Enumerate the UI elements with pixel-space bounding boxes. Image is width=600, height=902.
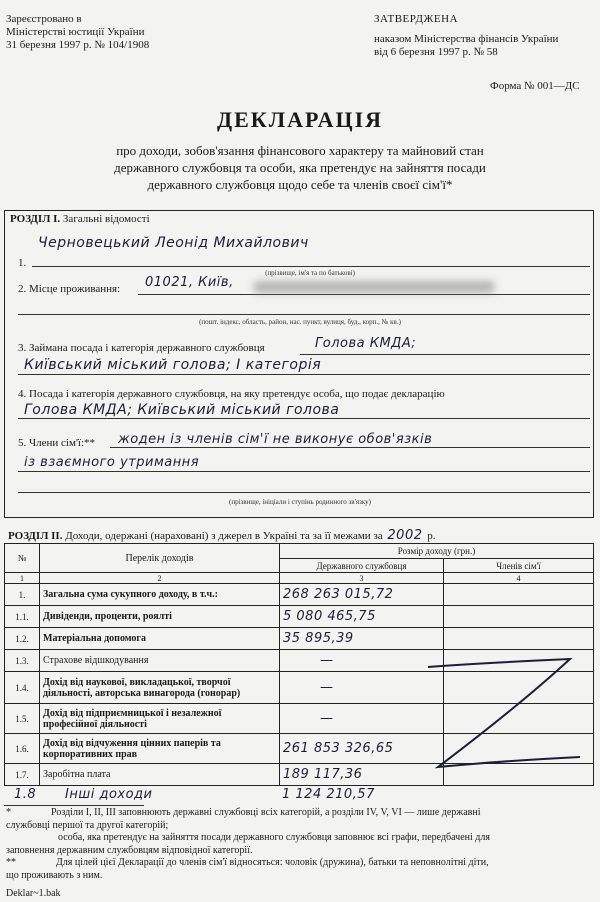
footnote-1-line xyxy=(6,807,594,820)
income-year: 2002 xyxy=(387,528,423,543)
row-name: Дивіденди, проценти, роялті xyxy=(40,606,280,628)
footnote-2-line xyxy=(6,857,594,870)
registration-line: Міністерстві юстиції України xyxy=(6,26,145,38)
footnote-text: службовці першої та другої категорій; xyxy=(6,819,169,831)
row-number: 1.3. xyxy=(5,650,40,672)
row-value: 261 853 326,65 xyxy=(280,734,444,764)
row-value: 5 080 465,75 xyxy=(280,606,444,628)
approval-line: від 6 березня 1997 р. № 58 xyxy=(374,46,498,58)
footnote-star: * xyxy=(6,807,11,818)
footnote-text: Для цілей цієї Декларації до членів сім'ї відносяться: чоловік (дружина), батьки та неповнолітні діти, xyxy=(56,857,489,868)
footnote-text: заповнення державним службовцям відповідної категорії. xyxy=(6,844,253,856)
redacted-address xyxy=(254,281,494,293)
col-index: 1 xyxy=(5,573,40,584)
col-name-header: Перелік доходів xyxy=(40,544,280,573)
field-5-line-3 xyxy=(18,478,590,493)
extra-row-number: 1.8 xyxy=(14,787,37,802)
field-5-value-b: із взаємного утримання xyxy=(24,455,200,470)
table-header-row xyxy=(5,544,594,559)
col-num-header: № xyxy=(5,544,40,573)
subtitle-line: державного службовця щодо себе та членів своєї сім'ї* xyxy=(147,177,453,192)
form-number: Форма № 001—ДС xyxy=(490,80,580,92)
row-value: — xyxy=(280,672,444,704)
subtitle-line: про доходи, зобов'язання фінансового характеру та майновий стан xyxy=(116,143,484,158)
approval-title: ЗАТВЕРДЖЕНА xyxy=(374,13,459,25)
col-size-header: Розмір доходу (грн.) xyxy=(280,544,594,559)
row-value: 35 895,39 xyxy=(280,628,444,650)
field-2-line-2 xyxy=(18,300,590,315)
section-1-title: Загальні відомості xyxy=(62,213,150,225)
footnotes xyxy=(6,807,594,882)
document-subtitle xyxy=(0,142,600,193)
field-1-label: 1. xyxy=(18,257,27,269)
row-number: 1.7. xyxy=(5,764,40,786)
extra-row-value: 1 124 210,57 xyxy=(282,787,375,802)
row-name: Дохід від підприємницької і незалежної професійної діяльності xyxy=(40,704,280,734)
registration-note xyxy=(6,13,149,52)
section-1-heading xyxy=(10,213,150,225)
footnote-text: особа, яка претендує на зайняття посади державного службовця заповнює всі графи, передбачені для xyxy=(58,832,490,843)
col-index: 3 xyxy=(280,573,444,584)
approval-line: наказом Міністерства фінансів України xyxy=(374,33,559,45)
col-official-header: Державного службовця xyxy=(280,559,444,573)
col-family-header: Членів сім'ї xyxy=(444,559,594,573)
field-5-label: 5. Члени сім'ї:** xyxy=(18,437,96,449)
field-5-value-a: жоден із членів сім'ї не виконує обов'язків xyxy=(118,432,433,447)
row-value: 189 117,36 xyxy=(280,764,444,786)
row-value: — xyxy=(280,650,444,672)
table-row xyxy=(5,584,594,606)
row-name: Дохід від відчуження цінних паперів та корпоративних прав xyxy=(40,734,280,764)
field-2-label: 2. Місце проживання: xyxy=(18,283,121,295)
field-2-caption: (пошт. індекс, область, район, нас. пункт, вулиця, буд., корп., № кв.) xyxy=(199,318,401,326)
section-2-label: РОЗДІЛ ІІ. xyxy=(8,530,63,542)
row-value: 268 263 015,72 xyxy=(280,584,444,606)
row-number: 1.2. xyxy=(5,628,40,650)
row-number: 1. xyxy=(5,584,40,606)
table-row xyxy=(5,606,594,628)
col-index: 2 xyxy=(40,573,280,584)
year-suffix: р. xyxy=(427,530,436,542)
row-family-value xyxy=(444,584,594,606)
row-number: 1.5. xyxy=(5,704,40,734)
field-3-value-b: Київський міський голова; І категорія xyxy=(24,357,322,373)
subtitle-line: державного службовця та особи, яка претендує на зайняття посади xyxy=(114,160,486,175)
section-2-heading xyxy=(8,528,436,543)
row-number: 1.4. xyxy=(5,672,40,704)
field-4-value: Голова КМДА; Київський міський голова xyxy=(24,402,340,418)
row-name: Загальна сума сукупного доходу, в т.ч.: xyxy=(40,584,280,606)
field-1-line xyxy=(32,252,590,267)
row-name: Дохід від наукової, викладацької, творчої діяльності, авторська винагорода (гонорар) xyxy=(40,672,280,704)
row-name: Страхове відшкодування xyxy=(40,650,280,672)
row-name: Заробітна плата xyxy=(40,764,280,786)
row-family-value xyxy=(444,628,594,650)
footnote-text: Розділи І, ІІ, ІІІ заповнюють державні службовці всіх категорій, а розділи IV, V, VI — лише державні xyxy=(51,807,481,818)
footnote-text: що проживають з ним. xyxy=(6,869,103,881)
footnote-divider xyxy=(4,805,144,806)
section-1-label: РОЗДІЛ І. xyxy=(10,213,61,225)
row-family-value xyxy=(444,606,594,628)
field-3-label: 3. Займана посада і категорія державного службовця xyxy=(18,342,265,354)
section-2-title: Доходи, одержані (нараховані) з джерел в Україні та за її межами за xyxy=(65,530,383,542)
extra-row-name: Інші доходи xyxy=(65,787,153,802)
field-4-label: 4. Посада і категорія державного службовця, на яку претендує особа, що подає декларацію xyxy=(18,388,445,400)
col-index: 4 xyxy=(444,573,594,584)
row-value: — xyxy=(280,704,444,734)
registration-line: Зареєстровано в xyxy=(6,13,82,25)
field-5-caption: (прізвище, ініціали і ступінь родинного зв'язку) xyxy=(229,498,371,506)
document-title: ДЕКЛАРАЦІЯ xyxy=(216,107,384,132)
registration-line: 31 березня 1997 р. № 104/1908 xyxy=(6,39,150,51)
field-1-value: Черновецький Леонід Михайлович xyxy=(38,235,309,251)
strikeout-mark xyxy=(420,655,590,775)
approval-note xyxy=(374,13,558,59)
file-name: Deklar~1.bak xyxy=(6,888,61,899)
field-1-caption: (прізвище, ім'я та по батькові) xyxy=(265,269,355,277)
field-2-value: 01021, Київ, xyxy=(145,275,234,290)
field-3-value-a: Голова КМДА; xyxy=(315,336,417,351)
table-index-row xyxy=(5,573,594,584)
table-row xyxy=(5,628,594,650)
row-name: Матеріальна допомога xyxy=(40,628,280,650)
footnote-double-star: ** xyxy=(6,857,16,868)
row-number: 1.1. xyxy=(5,606,40,628)
row-number: 1.6. xyxy=(5,734,40,764)
